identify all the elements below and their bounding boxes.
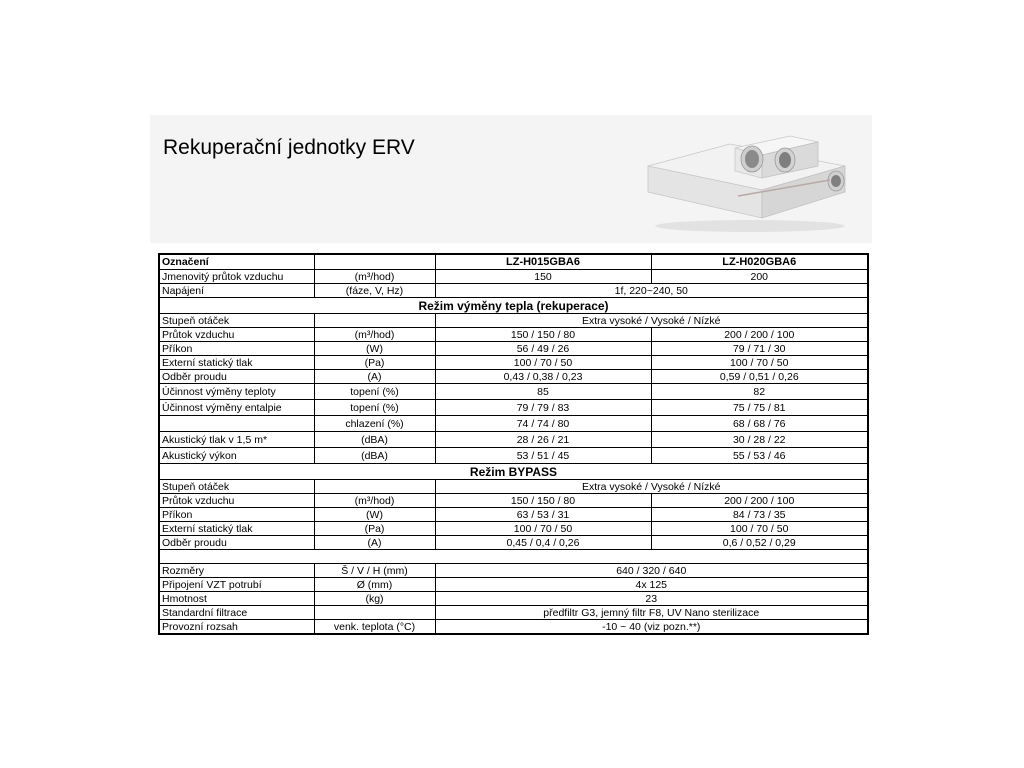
row-value-shared: -10 ~ 40 (viz pozn.**): [435, 620, 868, 635]
table-row: [159, 314, 868, 328]
table-row: [159, 592, 868, 606]
row-value-a: 74 / 74 / 80: [435, 416, 651, 432]
row-label: Připojení VZT potrubí: [159, 578, 314, 592]
row-unit: venk. teplota (°C): [314, 620, 435, 635]
row-label: Provozní rozsah: [159, 620, 314, 635]
row-label: Externí statický tlak: [159, 356, 314, 370]
row-label: Akustický tlak v 1,5 m*: [159, 432, 314, 448]
row-label: Napájení: [159, 284, 314, 298]
spacer-row: [159, 550, 868, 564]
row-label: Stupeň otáček: [159, 480, 314, 494]
table-row: [159, 564, 868, 578]
row-value-a: 100 / 70 / 50: [435, 522, 651, 536]
row-value-a: 150 / 150 / 80: [435, 328, 651, 342]
row-value-a: 63 / 53 / 31: [435, 508, 651, 522]
row-label: [159, 416, 314, 432]
row-label: Příkon: [159, 342, 314, 356]
row-label: Stupeň otáček: [159, 314, 314, 328]
row-label: Průtok vzduchu: [159, 328, 314, 342]
row-label: Průtok vzduchu: [159, 494, 314, 508]
table-row: [159, 494, 868, 508]
table-row: [159, 578, 868, 592]
row-unit: (Pa): [314, 356, 435, 370]
page-title: Rekuperační jednotky ERV: [163, 136, 415, 159]
row-value-a: 85: [435, 384, 651, 400]
section-heading-row: [159, 298, 868, 314]
row-value-shared: Extra vysoké / Vysoké / Nízké: [435, 480, 868, 494]
row-unit: topení (%): [314, 400, 435, 416]
table-header-row: [159, 254, 868, 270]
row-label: Příkon: [159, 508, 314, 522]
row-value-shared: 1f, 220~240, 50: [435, 284, 868, 298]
row-value-b: 200: [651, 270, 868, 284]
row-unit: (dBA): [314, 448, 435, 464]
row-unit: [314, 606, 435, 620]
row-value-shared: předfiltr G3, jemný filtr F8, UV Nano sterilizace: [435, 606, 868, 620]
erv-unit-product-image: [640, 126, 868, 236]
table-row: [159, 384, 868, 400]
row-label: Externí statický tlak: [159, 522, 314, 536]
row-unit: Š / V / H (mm): [314, 564, 435, 578]
row-value-a: 53 / 51 / 45: [435, 448, 651, 464]
table-row: [159, 508, 868, 522]
row-label: Odběr proudu: [159, 536, 314, 550]
header-label: Označení: [159, 254, 314, 270]
row-value-a: 56 / 49 / 26: [435, 342, 651, 356]
table-row: [159, 480, 868, 494]
row-value-b: 200 / 200 / 100: [651, 328, 868, 342]
row-value-b: 84 / 73 / 35: [651, 508, 868, 522]
row-unit: Ø (mm): [314, 578, 435, 592]
row-value-a: 79 / 79 / 83: [435, 400, 651, 416]
row-value-shared: 4x 125: [435, 578, 868, 592]
row-value-b: 68 / 68 / 76: [651, 416, 868, 432]
table-row: [159, 432, 868, 448]
row-value-b: 55 / 53 / 46: [651, 448, 868, 464]
header-unit: [314, 254, 435, 270]
table-row: [159, 356, 868, 370]
table-row: [159, 448, 868, 464]
row-value-a: 28 / 26 / 21: [435, 432, 651, 448]
row-label: Odběr proudu: [159, 370, 314, 384]
row-unit: (kg): [314, 592, 435, 606]
header-model-b: LZ-H020GBA6: [651, 254, 868, 270]
row-unit: (A): [314, 370, 435, 384]
row-label: Účinnost výměny entalpie: [159, 400, 314, 416]
row-label: Standardní filtrace: [159, 606, 314, 620]
row-value-a: 150: [435, 270, 651, 284]
table-row: [159, 400, 868, 416]
row-value-shared: 640 / 320 / 640: [435, 564, 868, 578]
row-value-b: 200 / 200 / 100: [651, 494, 868, 508]
row-value-a: 100 / 70 / 50: [435, 356, 651, 370]
table-row: [159, 270, 868, 284]
row-value-shared: Extra vysoké / Vysoké / Nízké: [435, 314, 868, 328]
row-label: Rozměry: [159, 564, 314, 578]
row-value-b: 82: [651, 384, 868, 400]
table-row: [159, 342, 868, 356]
row-value-b: 0,6 / 0,52 / 0,29: [651, 536, 868, 550]
row-unit: (W): [314, 508, 435, 522]
row-unit: chlazení (%): [314, 416, 435, 432]
row-value-b: 75 / 75 / 81: [651, 400, 868, 416]
header-model-a: LZ-H015GBA6: [435, 254, 651, 270]
table-row: [159, 536, 868, 550]
row-value-a: 0,45 / 0,4 / 0,26: [435, 536, 651, 550]
table-row: [159, 328, 868, 342]
table-row: [159, 284, 868, 298]
row-label: Hmotnost: [159, 592, 314, 606]
row-unit: (Pa): [314, 522, 435, 536]
section-heading-bypass: Režim BYPASS: [159, 464, 868, 480]
row-value-b: 100 / 70 / 50: [651, 522, 868, 536]
row-label: Akustický výkon: [159, 448, 314, 464]
row-value-b: 0,59 / 0,51 / 0,26: [651, 370, 868, 384]
row-unit: (m³/hod): [314, 494, 435, 508]
table-row: [159, 416, 868, 432]
section-heading-row: [159, 464, 868, 480]
row-value-shared: 23: [435, 592, 868, 606]
row-value-b: 100 / 70 / 50: [651, 356, 868, 370]
row-unit: [314, 314, 435, 328]
row-value-a: 0,43 / 0,38 / 0,23: [435, 370, 651, 384]
row-unit: topení (%): [314, 384, 435, 400]
row-unit: (W): [314, 342, 435, 356]
table-row: [159, 620, 868, 635]
row-value-b: 79 / 71 / 30: [651, 342, 868, 356]
row-value-a: 150 / 150 / 80: [435, 494, 651, 508]
row-unit: (A): [314, 536, 435, 550]
table-row: [159, 370, 868, 384]
table-row: [159, 522, 868, 536]
row-unit: (m³/hod): [314, 270, 435, 284]
row-label: Účinnost výměny teploty: [159, 384, 314, 400]
spacer-cell: [159, 550, 868, 564]
row-label: Jmenovitý průtok vzduchu: [159, 270, 314, 284]
specification-table: [158, 253, 869, 635]
row-value-b: 30 / 28 / 22: [651, 432, 868, 448]
section-heading-recovery: Režim výměny tepla (rekuperace): [159, 298, 868, 314]
row-unit: [314, 480, 435, 494]
row-unit: (fáze, V, Hz): [314, 284, 435, 298]
row-unit: (dBA): [314, 432, 435, 448]
table-row: [159, 606, 868, 620]
row-unit: (m³/hod): [314, 328, 435, 342]
